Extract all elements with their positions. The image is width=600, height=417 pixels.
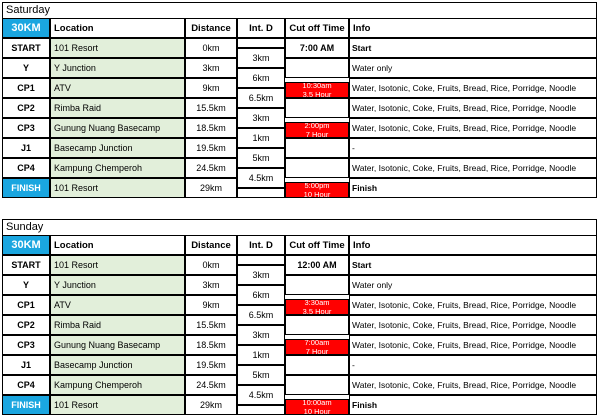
checkpoint-info: Water, Isotonic, Coke, Fruits, Bread, Rice, Porridge, Noodle [349,98,597,118]
cutoff-time-cell [285,375,349,395]
checkpoint-distance: 15.5km [185,315,237,335]
checkpoint-info: Water only [349,58,597,78]
checkpoint-location: 101 Resort [50,178,185,198]
checkpoint-distance: 18.5km [185,118,237,138]
checkpoint-location: 101 Resort [50,255,185,275]
cutoff-time-cell [285,315,349,335]
cutoff-time-cell: 12:00 AM [285,255,349,275]
day-title-row [2,2,597,18]
int-distance-spacer [237,188,285,198]
checkpoint-distance: 29km [185,178,237,198]
checkpoint-info: Finish [349,178,597,198]
int-distance-spacer [237,38,285,48]
cutoff-time-cell: 7:00 AM [285,38,349,58]
distance-badge: 30KM [2,18,50,38]
int-distance: 5km [237,365,285,385]
int-distance: 5km [237,148,285,168]
checkpoint-distance: 24.5km [185,158,237,178]
header-cutoff-time: Cut off Time [285,18,349,38]
checkpoint-info: Water, Isotonic, Coke, Fruits, Bread, Rice, Porridge, Noodle [349,158,597,178]
checkpoint-location: Rimba Raid [50,315,185,335]
int-distance: 3km [237,108,285,128]
int-distance: 6km [237,68,285,88]
cutoff-time: 10:00am [302,399,332,407]
checkpoint-code: CP3 [2,118,50,138]
header-info: Info [349,235,597,255]
checkpoint-location: ATV [50,78,185,98]
header-location: Location [50,18,185,38]
cutoff-duration: 3.5 Hour [302,90,332,98]
distance-badge: 30KM [2,235,50,255]
checkpoint-info: Water, Isotonic, Coke, Fruits, Bread, Rice, Porridge, Noodle [349,78,597,98]
checkpoint-location: 101 Resort [50,395,185,415]
checkpoint-code: CP4 [2,158,50,178]
int-distance: 6.5km [237,305,285,325]
int-distance: 3km [237,48,285,68]
checkpoint-location: Gunung Nuang Basecamp [50,335,185,355]
cutoff-time-cell [285,299,349,315]
checkpoint-distance: 18.5km [185,335,237,355]
checkpoint-location: Y Junction [50,58,185,78]
checkpoint-distance: 29km [185,395,237,415]
checkpoint-info: Water, Isotonic, Coke, Fruits, Bread, Rice, Porridge, Noodle [349,315,597,335]
checkpoint-location: Basecamp Junction [50,138,185,158]
checkpoint-code: START [2,255,50,275]
int-distance: 3km [237,265,285,285]
checkpoint-distance: 9km [185,295,237,315]
header-int-distance: Int. D [237,235,285,255]
header-int-distance: Int. D [237,18,285,38]
checkpoint-location: Basecamp Junction [50,355,185,375]
cutoff-duration: 10 Hour [303,407,331,415]
checkpoint-distance: 0km [185,38,237,58]
cutoff-time-cell [285,98,349,118]
checkpoint-code: CP2 [2,315,50,335]
header-info: Info [349,18,597,38]
checkpoint-code: J1 [2,355,50,375]
header-cutoff-time: Cut off Time [285,235,349,255]
cutoff-time: 2:00pm [304,122,330,130]
checkpoint-code: Y [2,58,50,78]
cutoff-duration: 7 Hour [305,130,329,138]
checkpoint-code: FINISH [2,395,50,415]
checkpoint-code: Y [2,275,50,295]
checkpoint-distance: 3km [185,58,237,78]
checkpoint-info: Finish [349,395,597,415]
day-title: Saturday [6,4,51,16]
checkpoint-info: Water, Isotonic, Coke, Fruits, Bread, Rice, Porridge, Noodle [349,295,597,315]
checkpoint-location: ATV [50,295,185,315]
checkpoint-distance: 19.5km [185,138,237,158]
cutoff-time-cell [285,182,349,198]
checkpoint-info: Water, Isotonic, Coke, Fruits, Bread, Rice, Porridge, Noodle [349,118,597,138]
cutoff-time-cell [285,138,349,158]
checkpoint-info: Water, Isotonic, Coke, Fruits, Bread, Rice, Porridge, Noodle [349,375,597,395]
cutoff-time: 5:00pm [304,182,330,190]
cutoff-time-cell [285,275,349,295]
checkpoint-code: CP4 [2,375,50,395]
cutoff-time-cell [285,355,349,375]
checkpoint-location: Kampung Chemperoh [50,375,185,395]
checkpoint-info: Water, Isotonic, Coke, Fruits, Bread, Rice, Porridge, Noodle [349,335,597,355]
checkpoint-info: Water only [349,275,597,295]
checkpoint-distance: 19.5km [185,355,237,375]
checkpoint-code: CP3 [2,335,50,355]
int-distance: 4.5km [237,385,285,405]
checkpoint-code: FINISH [2,178,50,198]
cutoff-duration: 10 Hour [303,190,331,198]
checkpoint-code: CP2 [2,98,50,118]
cutoff-time: 3:30am [304,299,330,307]
checkpoint-location: Y Junction [50,275,185,295]
int-distance-spacer [237,405,285,415]
checkpoint-code: CP1 [2,295,50,315]
checkpoint-location: 101 Resort [50,38,185,58]
checkpoint-location: Rimba Raid [50,98,185,118]
cutoff-duration: 7 Hour [305,347,329,355]
checkpoint-distance: 9km [185,78,237,98]
day-title-row [2,219,597,235]
checkpoint-code: START [2,38,50,58]
checkpoint-distance: 24.5km [185,375,237,395]
header-location: Location [50,235,185,255]
int-distance: 1km [237,345,285,365]
cutoff-time: 7:00am [304,339,330,347]
int-distance: 6.5km [237,88,285,108]
cutoff-duration: 3.5 Hour [302,307,332,315]
int-distance: 3km [237,325,285,345]
int-distance-spacer [237,255,285,265]
cutoff-time-cell [285,399,349,415]
checkpoint-distance: 3km [185,275,237,295]
cutoff-time-cell [285,58,349,78]
checkpoint-location: Kampung Chemperoh [50,158,185,178]
day-title: Sunday [6,221,44,233]
checkpoint-distance: 15.5km [185,98,237,118]
checkpoint-code: J1 [2,138,50,158]
int-distance: 4.5km [237,168,285,188]
int-distance: 1km [237,128,285,148]
int-distance: 6km [237,285,285,305]
checkpoint-info: Start [349,255,597,275]
header-distance: Distance [185,18,237,38]
cutoff-time-cell [285,82,349,98]
cutoff-time-cell [285,339,349,355]
cutoff-time-cell [285,122,349,138]
header-distance: Distance [185,235,237,255]
checkpoint-location: Gunung Nuang Basecamp [50,118,185,138]
checkpoint-distance: 0km [185,255,237,275]
checkpoint-info: - [349,355,597,375]
checkpoint-info: - [349,138,597,158]
cutoff-time-cell [285,158,349,178]
cutoff-time: 10:30am [302,82,332,90]
checkpoint-info: Start [349,38,597,58]
checkpoint-code: CP1 [2,78,50,98]
